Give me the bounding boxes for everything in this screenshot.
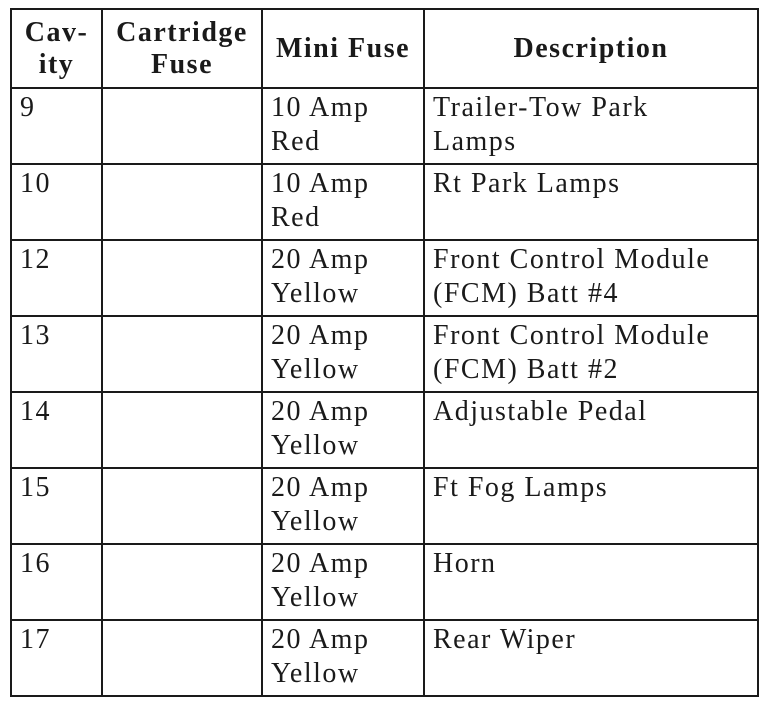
table-row (11, 164, 758, 240)
cartridge-fuse-cell (102, 392, 262, 468)
mini-fuse-cell (262, 544, 424, 620)
cavity-value: 13 (20, 320, 51, 351)
mini-fuse-cell (262, 316, 424, 392)
description-line-1: Front Control Module (433, 320, 711, 351)
cavity-value: 14 (20, 396, 51, 427)
cartridge-fuse-cell (102, 88, 262, 164)
table-row (11, 544, 758, 620)
mini-fuse-amp: 20 Amp (271, 320, 370, 351)
header-mini-label: Mini Fuse (275, 33, 411, 64)
cavity-value: 15 (20, 472, 51, 503)
cavity-cell (11, 164, 102, 240)
cavity-value: 9 (20, 92, 36, 123)
mini-fuse-amp: 20 Amp (271, 396, 370, 427)
cavity-cell (11, 468, 102, 544)
mini-fuse-color: Yellow (271, 430, 360, 461)
table-row (11, 316, 758, 392)
cartridge-fuse-cell (102, 164, 262, 240)
cavity-value: 12 (20, 244, 51, 275)
cavity-value: 10 (20, 168, 51, 199)
cavity-cell (11, 620, 102, 696)
table-row (11, 240, 758, 316)
mini-fuse-color: Yellow (271, 278, 360, 309)
description-cell (424, 316, 758, 392)
header-description-label: Description (513, 33, 669, 64)
cartridge-fuse-cell (102, 620, 262, 696)
description-line-1: Adjustable Pedal (433, 396, 648, 427)
mini-fuse-amp: 20 Amp (271, 548, 370, 579)
mini-fuse-cell (262, 240, 424, 316)
mini-fuse-amp: 10 Amp (271, 92, 370, 123)
header-cartridge-fuse (102, 9, 262, 88)
header-cavity (11, 9, 102, 88)
table-row (11, 88, 758, 164)
cavity-cell (11, 88, 102, 164)
description-cell (424, 392, 758, 468)
cavity-cell (11, 544, 102, 620)
description-line-1: Rt Park Lamps (433, 168, 621, 199)
description-cell (424, 240, 758, 316)
header-cartridge-label: Cartridge Fuse (116, 17, 248, 80)
mini-fuse-color: Yellow (271, 582, 360, 613)
table-header-row (11, 9, 758, 88)
header-cavity-label: Cav- ity (24, 17, 89, 80)
cavity-cell (11, 392, 102, 468)
description-line-1: Trailer-Tow Park (433, 92, 649, 123)
cartridge-fuse-cell (102, 316, 262, 392)
description-line-2: Lamps (433, 126, 517, 157)
mini-fuse-amp: 20 Amp (271, 244, 370, 275)
mini-fuse-amp: 10 Amp (271, 168, 370, 199)
cavity-cell (11, 240, 102, 316)
mini-fuse-cell (262, 88, 424, 164)
mini-fuse-cell (262, 620, 424, 696)
mini-fuse-cell (262, 392, 424, 468)
mini-fuse-color: Red (271, 126, 321, 157)
header-description (424, 9, 758, 88)
description-cell (424, 620, 758, 696)
description-line-2: (FCM) Batt #2 (433, 354, 619, 385)
table-row (11, 468, 758, 544)
mini-fuse-color: Yellow (271, 506, 360, 537)
header-mini-fuse (262, 9, 424, 88)
mini-fuse-color: Red (271, 202, 321, 233)
cartridge-fuse-cell (102, 468, 262, 544)
cartridge-fuse-cell (102, 544, 262, 620)
table-row (11, 392, 758, 468)
cavity-value: 16 (20, 548, 51, 579)
description-cell (424, 88, 758, 164)
cartridge-fuse-cell (102, 240, 262, 316)
description-line-1: Horn (433, 548, 497, 579)
description-cell (424, 544, 758, 620)
cavity-value: 17 (20, 624, 51, 655)
fuse-table (10, 8, 759, 697)
description-cell (424, 468, 758, 544)
description-line-1: Ft Fog Lamps (433, 472, 609, 503)
description-line-1: Front Control Module (433, 244, 711, 275)
table-row (11, 620, 758, 696)
mini-fuse-cell (262, 164, 424, 240)
mini-fuse-amp: 20 Amp (271, 624, 370, 655)
description-line-1: Rear Wiper (433, 624, 577, 655)
description-cell (424, 164, 758, 240)
mini-fuse-color: Yellow (271, 658, 360, 689)
description-line-2: (FCM) Batt #4 (433, 278, 619, 309)
mini-fuse-color: Yellow (271, 354, 360, 385)
mini-fuse-cell (262, 468, 424, 544)
mini-fuse-amp: 20 Amp (271, 472, 370, 503)
cavity-cell (11, 316, 102, 392)
